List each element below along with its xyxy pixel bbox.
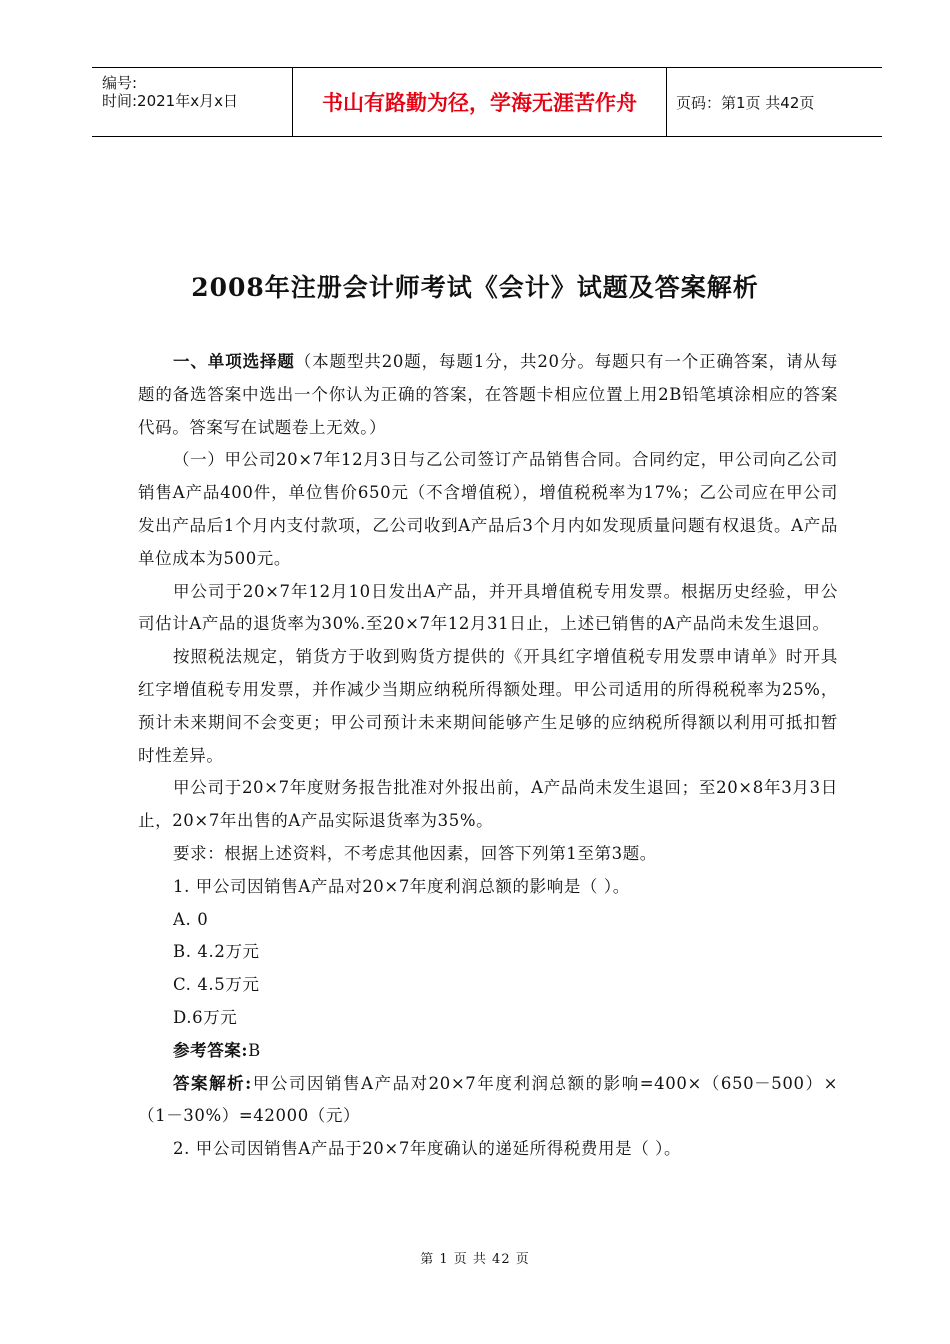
- question-2-stem: 2. 甲公司因销售A产品于20×7年度确认的递延所得税费用是（ ）。: [173, 1139, 682, 1159]
- header-meta-cell: [92, 68, 292, 136]
- number-label: 编号:: [102, 74, 138, 92]
- document-body: [138, 346, 838, 1166]
- paragraph: 甲公司于20×7年12月10日发出A产品，并开具增值税专用发票。根据历史经验，甲公司估计A产品的退货率为30%.至20×7年12月31日止，上述已销售的A产品尚未发生退回。: [138, 581, 838, 634]
- time-label: 时间:2021年x月x日: [102, 92, 238, 110]
- question-1-stem: 1. 甲公司因销售A产品对20×7年度利润总额的影响是（ ）。: [173, 876, 630, 896]
- analysis-text: 甲公司因销售A产品对20×7年度利润总额的影响=400×（650－500）×（1－30%）=42000（元）: [138, 1073, 838, 1126]
- answer-line: [138, 1035, 838, 1068]
- section-intro: [138, 346, 838, 444]
- analysis-label: 答案解析:: [173, 1073, 252, 1093]
- section-instructions: （本题型共20题，每题1分，共20分。每题只有一个正确答案，请从每题的备选答案中选出一个你认为正确的答案，在答题卡相应位置上用2B铅笔填涂相应的答案代码。答案写在试题卷上无效。）: [138, 352, 838, 437]
- paragraph: 要求：根据上述资料，不考虑其他因素，回答下列第1至第3题。: [173, 843, 657, 863]
- paragraph: （一）甲公司20×7年12月3日与乙公司签订产品销售合同。合同约定，甲公司向乙公司销售A产品400件，单位售价650元（不含增值税），增值税税率为17%；乙公司应在甲公司发出产品后1个月内支付款项，乙公司收到A产品后3个月内如发现质量问题有权退货。A产品单位成本为500元。: [138, 450, 838, 568]
- header-table: [92, 67, 882, 137]
- paragraph: 按照税法规定，销货方于收到购货方提供的《开具红字增值税专用发票申请单》时开具红字增值税专用发票，并作减少当期应纳税所得额处理。甲公司适用的所得税税率为25%，预计未来期间不会变更；甲公司预计未来期间能够产生足够的应纳税所得额以利用可抵扣暂时性差异。: [138, 647, 838, 765]
- option-c: C. 4.5万元: [173, 975, 260, 995]
- paragraph: 甲公司于20×7年度财务报告批准对外报出前，A产品尚未发生退回；至20×8年3月3日止，20×7年出售的A产品实际退货率为35%。: [138, 778, 838, 831]
- answer-value: B: [248, 1040, 261, 1060]
- header-motto: 书山有路勤为径，学海无涯苦作舟: [292, 68, 667, 136]
- document-title: 2008年注册会计师考试《会计》试题及答案解析: [191, 273, 759, 302]
- header-page-label: 页码：第1页 共42页: [676, 93, 815, 112]
- answer-label: 参考答案:: [173, 1040, 249, 1060]
- option-b: B. 4.2万元: [173, 942, 260, 962]
- option-d: D.6万元: [173, 1007, 238, 1027]
- option-a: A. 0: [173, 909, 209, 929]
- page-footer: 第 1 页 共 42 页: [420, 1252, 530, 1267]
- section-heading: 一、单项选择题: [173, 352, 295, 371]
- analysis-line: [138, 1068, 838, 1134]
